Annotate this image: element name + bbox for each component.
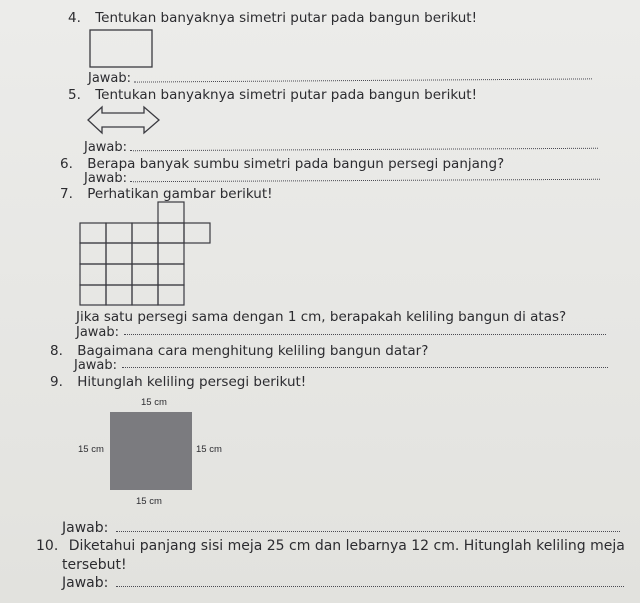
question-text: Perhatikan gambar berikut! <box>87 186 273 202</box>
answer-line-10[interactable] <box>116 586 624 587</box>
question-number: 10. <box>36 538 59 554</box>
question-text: Tentukan banyaknya simetri putar pada bangun berikut! <box>95 87 477 103</box>
square-fill <box>110 412 192 490</box>
square-bottom-label: 15 cm <box>136 496 162 507</box>
grid-shape-figure <box>76 200 216 308</box>
answer-label-8: Jawab: <box>74 358 118 373</box>
square-left-label: 15 cm <box>78 444 104 455</box>
question-text: Bagaimana cara menghitung keliling bangun datar? <box>77 343 429 359</box>
question-number: 8. <box>50 343 63 359</box>
answer-label-6: Jawab: <box>84 171 128 186</box>
answer-line-6[interactable] <box>130 179 600 182</box>
question-4 <box>68 10 477 26</box>
question-number: 7. <box>60 186 73 202</box>
question-5 <box>68 87 477 103</box>
answer-label-4: Jawab: <box>88 71 132 86</box>
question-number: 5. <box>68 87 81 103</box>
answer-label-10: Jawab: <box>62 575 109 591</box>
answer-line-8[interactable] <box>122 367 608 368</box>
question-text: Hitunglah keliling persegi berikut! <box>77 374 307 390</box>
answer-line-9[interactable] <box>116 531 620 532</box>
answer-line-7[interactable] <box>124 334 606 335</box>
question-10-line2: tersebut! <box>62 557 127 573</box>
answer-line-4[interactable] <box>134 78 592 82</box>
square-shape-figure <box>88 28 156 70</box>
question-9 <box>50 374 306 390</box>
answer-line-5[interactable] <box>130 148 598 151</box>
answer-label-7: Jawab: <box>76 325 120 340</box>
question-number: 6. <box>60 156 73 172</box>
answer-label-5: Jawab: <box>84 140 128 155</box>
question-8 <box>50 343 428 359</box>
question-text: Berapa banyak sumbu simetri pada bangun persegi panjang? <box>87 156 505 172</box>
question-6 <box>60 156 504 172</box>
question-7-followup: Jika satu persegi sama dengan 1 cm, berapakah keliling bangun di atas? <box>76 309 567 325</box>
question-text: Tentukan banyaknya simetri putar pada bangun berikut! <box>95 10 477 26</box>
question-number: 9. <box>50 374 63 390</box>
question-10 <box>36 538 625 554</box>
square-right-label: 15 cm <box>196 444 222 455</box>
question-number: 4. <box>68 10 81 26</box>
question-text: Diketahui panjang sisi meja 25 cm dan lebarnya 12 cm. Hitunglah keliling meja <box>68 538 625 554</box>
square-top-label: 15 cm <box>141 397 167 408</box>
answer-label-9: Jawab: <box>62 520 109 536</box>
double-arrow-figure <box>86 104 162 136</box>
